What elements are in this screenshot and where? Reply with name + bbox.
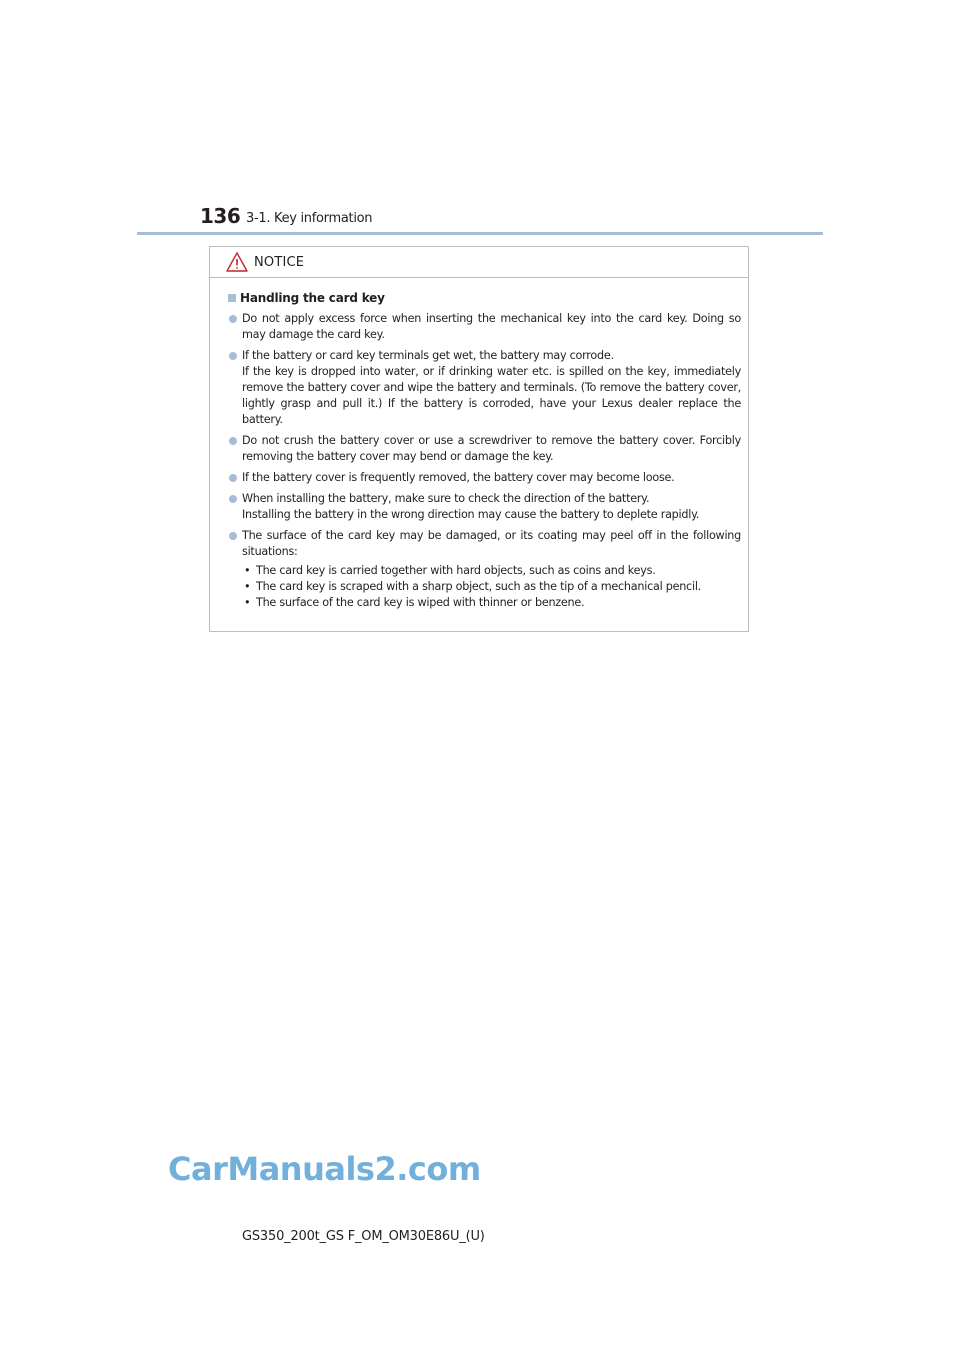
bullet-text: If the battery cover is frequently removed, the battery cover may become loose. — [242, 471, 675, 484]
warning-triangle-icon — [226, 252, 248, 272]
dot-marker-icon: • — [244, 564, 251, 577]
section-title: 3-1. Key information — [246, 211, 373, 226]
sub-item-text: The card key is scraped with a sharp object, such as the tip of a mechanical pencil. — [256, 580, 701, 593]
notice-header — [210, 247, 748, 278]
bullet-text: Do not apply excess force when inserting the mechanical key into the card key. Doing so may damage the card key. — [242, 312, 741, 341]
bullet-text: Installing the battery in the wrong direction may cause the battery to deplete rapidly. — [242, 508, 700, 521]
sub-list-item — [242, 579, 741, 595]
notice-bullet — [228, 528, 741, 611]
footer-doc-id: GS350_200t_GS F_OM_OM30E86U_(U) — [242, 1229, 485, 1244]
notice-body — [210, 278, 748, 611]
circle-bullet-icon — [229, 437, 237, 445]
circle-bullet-icon — [229, 532, 237, 540]
notice-bullet — [228, 348, 741, 428]
notice-label: NOTICE — [254, 255, 305, 270]
notice-bullet — [228, 470, 741, 486]
notice-subheading — [228, 291, 741, 305]
circle-bullet-icon — [229, 474, 237, 482]
notice-bullet — [228, 311, 741, 343]
bullet-text: If the key is dropped into water, or if drinking water etc. is spilled on the key, immediately remove the battery cover and wipe the battery and terminals. (To remove the battery cover, lightly grasp and pull it.) If the battery is corroded, have your Lexus dealer replace the battery. — [242, 365, 741, 426]
circle-bullet-icon — [229, 495, 237, 503]
bullet-list — [228, 311, 741, 611]
notice-box — [209, 246, 749, 632]
page-number: 136 — [200, 204, 241, 228]
sub-list — [242, 563, 741, 611]
dot-marker-icon: • — [244, 580, 251, 593]
watermark-logo: CarManuals2.com — [168, 1150, 481, 1188]
circle-bullet-icon — [229, 352, 237, 360]
bullet-text: Do not crush the battery cover or use a screwdriver to remove the battery cover. Forcibly removing the battery cover may bend or damage the key. — [242, 434, 741, 463]
notice-bullet — [228, 433, 741, 465]
sub-list-item — [242, 563, 741, 579]
sub-list-item — [242, 595, 741, 611]
notice-bullet — [228, 491, 741, 523]
dot-marker-icon: • — [244, 596, 251, 609]
circle-bullet-icon — [229, 315, 237, 323]
sub-item-text: The card key is carried together with hard objects, such as coins and keys. — [256, 564, 656, 577]
header-rule — [137, 232, 823, 235]
square-bullet-icon — [228, 294, 236, 302]
subheading-text: Handling the card key — [240, 291, 385, 305]
sub-item-text: The surface of the card key is wiped with thinner or benzene. — [256, 596, 585, 609]
bullet-text: The surface of the card key may be damaged, or its coating may peel off in the following situations: — [242, 529, 741, 558]
bullet-text: If the battery or card key terminals get wet, the battery may corrode. — [242, 349, 614, 362]
bullet-text: When installing the battery, make sure to check the direction of the battery. — [242, 492, 650, 505]
